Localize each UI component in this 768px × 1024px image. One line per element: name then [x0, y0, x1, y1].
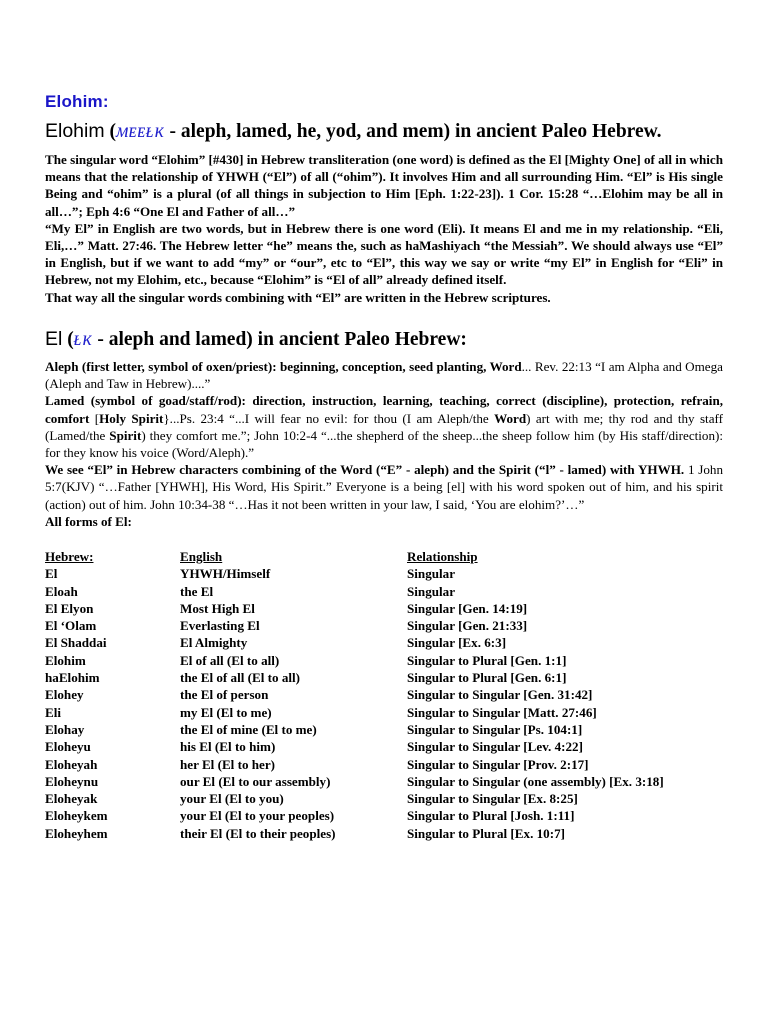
lamed-bold: Lamed (symbol of goad/staff/rod): direction, instruction, learning, teaching, correct (discipline), protection, refrain, comfort [45, 393, 723, 426]
lamed-rest-2: ) art with me; thy rod and thy staff (Lamed/the [45, 410, 723, 443]
lamed-open: [ [89, 410, 100, 426]
page-title: Elohim: [45, 92, 109, 111]
paragraph-line: That way all the singular words combining with “El” are written in the Hebrew scriptures. [45, 289, 551, 305]
lamed-rest-3: ) they comfort me.”; John 10:2-4 “...the shepherd of the sheep...the sheep follow him (by His staff/direction): for they know his voice (Word/Aleph).” [45, 427, 723, 461]
table-row [45, 686, 725, 703]
el-heading-word: El [45, 328, 63, 350]
relationship-cell: Singular to Singular [Lev. 4:22] [407, 739, 583, 755]
relationship-cell: Singular [Ex. 6:3] [407, 635, 507, 651]
hebrew-cell: El Elyon [45, 600, 94, 616]
paleo-elohim-glyphs: ᴍᴇᴇᴌᴋ [115, 121, 165, 142]
english-cell: my El (El to me) [180, 704, 272, 720]
relationship-cell: Singular to Singular [Prov. 2:17] [407, 756, 589, 772]
hebrew-cell: Eloheyu [45, 739, 91, 755]
english-cell: your El (El to you) [180, 791, 284, 807]
english-cell: their El (El to their peoples) [180, 825, 336, 841]
hebrew-cell: Eli [45, 704, 62, 720]
spirit-emphasis: Spirit [109, 427, 142, 443]
relationship-cell: Singular [407, 566, 456, 582]
hebrew-cell: haElohim [45, 670, 100, 686]
relationship-cell: Singular [Gen. 21:33] [407, 618, 528, 634]
el-forms-table [45, 548, 725, 842]
elohim-heading-open: ( [104, 121, 116, 142]
table-row [45, 807, 725, 824]
table-row [45, 790, 725, 807]
relationship-cell: Singular to Plural [Josh. 1:11] [407, 808, 575, 824]
elohim-heading-rest: - aleph, lamed, he, yod, and mem) in ancient Paleo Hebrew. [164, 121, 662, 142]
relationship-cell: Singular to Singular [Ps. 104:1] [407, 721, 583, 737]
el-heading-rest: - aleph and lamed) in ancient Paleo Hebrew: [92, 329, 467, 350]
english-cell: the El of mine (El to me) [180, 721, 317, 737]
table-row [45, 600, 725, 617]
table-row [45, 738, 725, 755]
hebrew-cell: Elohim [45, 652, 86, 668]
table-row [45, 773, 725, 790]
word-emphasis: Word [494, 410, 527, 426]
table-row [45, 652, 725, 669]
paleo-el-glyphs: ᴌᴋ [73, 329, 93, 350]
we-see-bold: We see “El” in Hebrew characters combining of the Word (“E” - aleph) and the Spirit (“l” - lamed) with YHWH. [45, 462, 685, 478]
header-relationship: Relationship [407, 549, 478, 564]
relationship-cell: Singular [Gen. 14:19] [407, 600, 528, 616]
relationship-cell: Singular [407, 583, 456, 599]
hebrew-cell: El Shaddai [45, 635, 107, 651]
relationship-cell: Singular to Singular [Gen. 31:42] [407, 687, 593, 703]
relationship-cell: Singular to Plural [Gen. 6:1] [407, 670, 567, 686]
english-cell: her El (El to her) [180, 756, 276, 772]
relationship-cell: Singular to Singular [Ex. 8:25] [407, 791, 578, 807]
hebrew-cell: Eloheyhem [45, 825, 108, 841]
table-body [45, 565, 725, 842]
el-heading-open: ( [62, 329, 74, 350]
table-row [45, 565, 725, 582]
hebrew-cell: Eloheynu [45, 773, 99, 789]
table-row [45, 721, 725, 738]
english-cell: the El of all (El to all) [180, 670, 301, 686]
english-cell: our El (El to our assembly) [180, 773, 331, 789]
table-row [45, 634, 725, 651]
header-hebrew: Hebrew: [45, 549, 94, 564]
table-row [45, 704, 725, 721]
relationship-cell: Singular to Plural [Gen. 1:1] [407, 652, 567, 668]
hebrew-cell: Elohay [45, 721, 85, 737]
el-paragraph [45, 358, 723, 530]
we-see-line [45, 461, 723, 513]
header-english: English [180, 549, 223, 564]
aleph-bold: Aleph (first letter, symbol of oxen/priest): beginning, conception, seed planting, Word [45, 359, 522, 374]
lamed-rest-1: }...Ps. 23:4 “...I will fear no evil: for thou (I am Aleph/the [163, 410, 495, 426]
english-cell: the El of person [180, 687, 269, 703]
relationship-cell: Singular to Plural [Ex. 10:7] [407, 825, 565, 841]
table-header [45, 548, 725, 565]
hebrew-cell: El [45, 566, 58, 582]
hebrew-cell: Eloah [45, 583, 78, 599]
table-row [45, 669, 725, 686]
elohim-paragraph [45, 151, 723, 306]
elohim-heading [45, 120, 745, 143]
hebrew-cell: El ‘Olam [45, 618, 97, 634]
english-cell: El of all (El to all) [180, 652, 280, 668]
relationship-cell: Singular to Singular (one assembly) [Ex. 3:18] [407, 773, 664, 789]
holy-spirit: Holy Spirit [99, 410, 164, 426]
hebrew-cell: Eloheyah [45, 756, 98, 772]
english-cell: the El [180, 583, 214, 599]
hebrew-cell: Eloheyak [45, 791, 98, 807]
el-heading [45, 328, 745, 351]
we-see-rest: 1 John 5:7(KJV) “…Father [YHWH], His Word, His Spirit.” Everyone is a being [el] with his word spoken out of him, and his spirit (action) out of him. John 10:34-38 “…Has it not been written in your law, I said, ‘You are elohim?’…” [45, 462, 723, 512]
hebrew-cell: Elohey [45, 687, 84, 703]
all-forms-label: All forms of El: [45, 513, 132, 529]
table-row [45, 617, 725, 634]
table-row [45, 583, 725, 600]
elohim-heading-word: Elohim [45, 120, 105, 142]
english-cell: YHWH/Himself [180, 566, 271, 582]
english-cell: El Almighty [180, 635, 248, 651]
aleph-line [45, 358, 723, 392]
paragraph-line: “My El” in English are two words, but in Hebrew there is one word (Eli). It means El and me in my relationship. “Eli, Eli,…” Matt. 27:46. The Hebrew letter “he” means the, such as haMashiyach “the Messiah”. We should always use “El” in English, but if we want to add “my” or “our”, etc to “El”, this way we say or write “my El” in English for “Eli” in Hebrew, not my Elohim, etc., because “Elohim” is “El of all” already defined itself. [45, 220, 723, 288]
english-cell: his El (El to him) [180, 739, 276, 755]
relationship-cell: Singular to Singular [Matt. 27:46] [407, 704, 597, 720]
aleph-rest: ... Rev. 22:13 “I am Alpha and Omega (Aleph and Taw in Hebrew)....” [45, 359, 723, 392]
paragraph-line: The singular word “Elohim” [#430] in Hebrew transliteration (one word) is defined as the El [Mighty One] of all in which means that the relationship of YHWH (“El”) of all (“ohim”). It involves Him and all surrounding Him. “El” is His single Being and “ohim” is a plural (of all things in subjection to Him [Eph. 1:22-23]). 1 Cor. 15:28 “…Elohim may be all in all…”; Eph 4:6 “One El and Father of all…” [45, 152, 723, 219]
hebrew-cell: Eloheykem [45, 808, 108, 824]
table-row [45, 825, 725, 842]
lamed-line [45, 392, 723, 461]
table-row [45, 756, 725, 773]
english-cell: your El (El to your peoples) [180, 808, 335, 824]
english-cell: Most High El [180, 600, 255, 616]
english-cell: Everlasting El [180, 618, 260, 634]
